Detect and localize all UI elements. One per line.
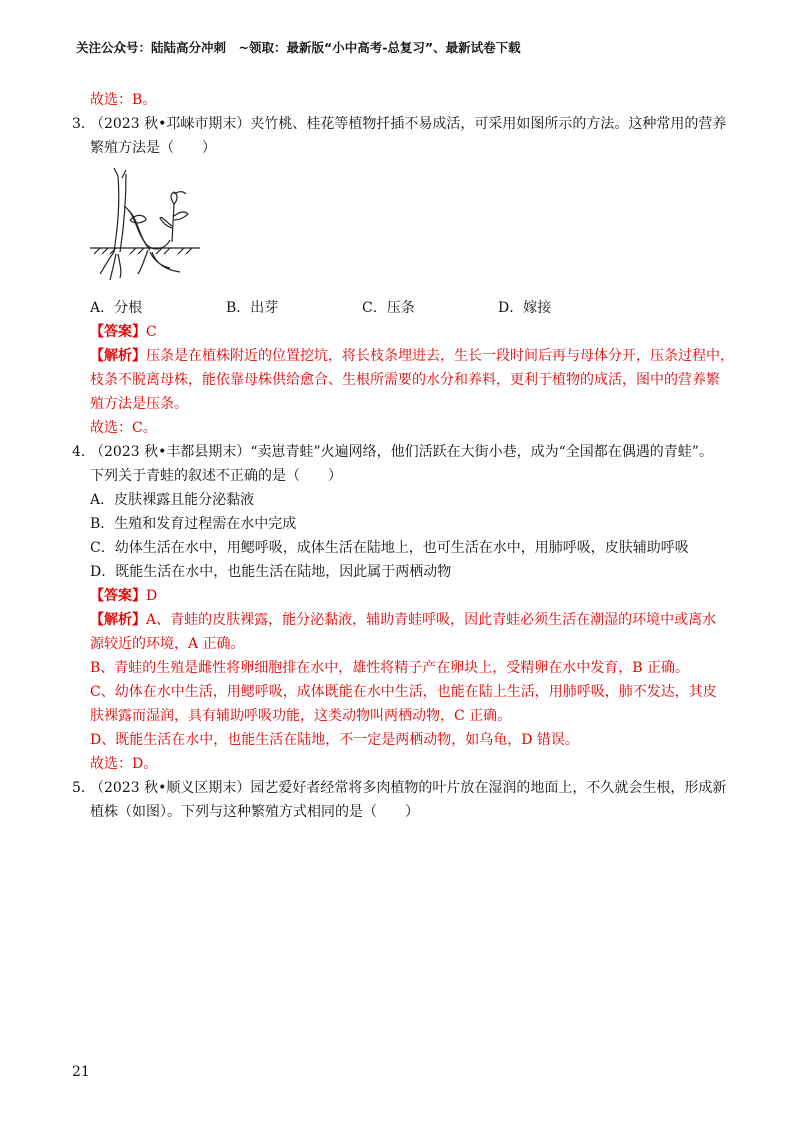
q4-analysis-line-3: B、青蛙的生殖是雌性将卵细胞排在水中，雄性将精子产在卵块上，受精卵在水中发育，B 正确。 <box>90 660 690 676</box>
q4-stem-1: （2023 秋•丰都县期末）“卖崽青蛙”火遍网络，他们活跃在大街小巷，成为“全国都在偶遇的青蛙”。 <box>90 444 713 460</box>
q3-answer-value: C <box>146 324 157 340</box>
page-number: 21 <box>72 1064 90 1080</box>
q5-stem-2: 植株（如图）。下列与这种繁殖方式相同的是（ ） <box>90 804 419 820</box>
q4-analysis-line-6: D、既能生活在水中，也能生活在陆地，不一定是两栖动物，如乌龟，D 错误。 <box>90 732 579 748</box>
q4-option-b: B．生殖和发育过程需在水中完成 <box>90 516 297 532</box>
q4-analysis-tag: 【解析】 <box>90 612 146 628</box>
q5-line1 <box>72 776 736 800</box>
q3-number: 3． <box>72 116 95 132</box>
layering-figure <box>90 164 200 284</box>
q4-analysis-line-4: C、幼体在水中生活，用鳃呼吸，成体既能在水中生活，也能在陆上生活，用肺呼吸，肺不发达，其皮 <box>90 684 717 700</box>
q4-analysis-line-1 <box>76 608 736 632</box>
q4-option-a: A．皮肤裸露且能分泌黏液 <box>90 492 255 508</box>
q5-number: 5． <box>72 780 95 796</box>
q3-option-c: C．压条 <box>362 300 415 316</box>
prev-conclusion: 故选：B。 <box>90 92 157 108</box>
q3-analysis-tag: 【解析】 <box>90 348 146 364</box>
q4-conclusion: 故选：D。 <box>90 756 158 772</box>
q4-stem-2: 下列关于青蛙的叙述不正确的是（ ） <box>90 468 342 484</box>
q3-stem-1: （2023 秋•邛崃市期末）夹竹桃、桂花等植物扦插不易成活，可采用如图所示的方法。这种常用的营养 <box>90 116 727 132</box>
document-body <box>72 88 736 824</box>
q4-option-d: D．既能生活在水中，也能生活在陆地，因此属于两栖动物 <box>90 564 452 580</box>
page-header: 关注公众号：陆陆高分冲刺 ~领取：最新版“小中高考-总复习”、最新试卷下载 <box>76 40 521 55</box>
q3-analysis-line-1 <box>76 344 736 368</box>
q3-answer-tag: 【答案】 <box>90 324 146 340</box>
q3-option-d: D．嫁接 <box>498 300 552 316</box>
q4-option-c: C．幼体生活在水中，用鳃呼吸，成体生活在陆地上，也可生活在水中，用肺呼吸，皮肤辅助呼吸 <box>90 540 689 556</box>
q4-answer-tag: 【答案】 <box>90 588 146 604</box>
q3-analysis-line-2: 枝条不脱离母株，能依靠母株供给愈合、生根所需要的水分和养料，更利于植物的成活，图中的营养繁 <box>90 372 720 388</box>
q4-number: 4． <box>72 444 95 460</box>
q4-analysis-line-5: 肤裸露而湿润，具有辅助呼吸功能，这类动物叫两栖动物，C 正确。 <box>90 708 512 724</box>
q4-analysis-text-1: A、青蛙的皮肤裸露，能分泌黏液，辅助青蛙呼吸，因此青蛙必须生活在潮湿的环境中或离水 <box>146 612 717 628</box>
q4-answer-value: D <box>146 588 158 604</box>
q3-option-a: A．分根 <box>90 300 143 316</box>
q3-options <box>76 296 736 320</box>
q3-stem-2: 繁殖方法是（ ） <box>90 140 216 156</box>
q3-analysis-text-1: 压条是在植株附近的位置挖坑，将长枝条埋进去，生长一段时间后再与母体分开，压条过程中， <box>146 348 734 364</box>
q4-line1 <box>72 440 736 464</box>
q5-stem-1: （2023 秋•顺义区期末）园艺爱好者经常将多肉植物的叶片放在湿润的地面上，不久就会生根，形成新 <box>90 780 727 796</box>
q4-answer <box>76 584 736 608</box>
q3-answer <box>76 320 736 344</box>
q3-analysis-line-3: 殖方法是压条。 <box>90 396 188 412</box>
q3-conclusion: 故选：C。 <box>90 420 157 436</box>
q3-option-b: B．出芽 <box>226 300 279 316</box>
q3-line1 <box>72 112 736 136</box>
q4-analysis-line-2: 源较近的环境，A 正确。 <box>90 636 245 652</box>
